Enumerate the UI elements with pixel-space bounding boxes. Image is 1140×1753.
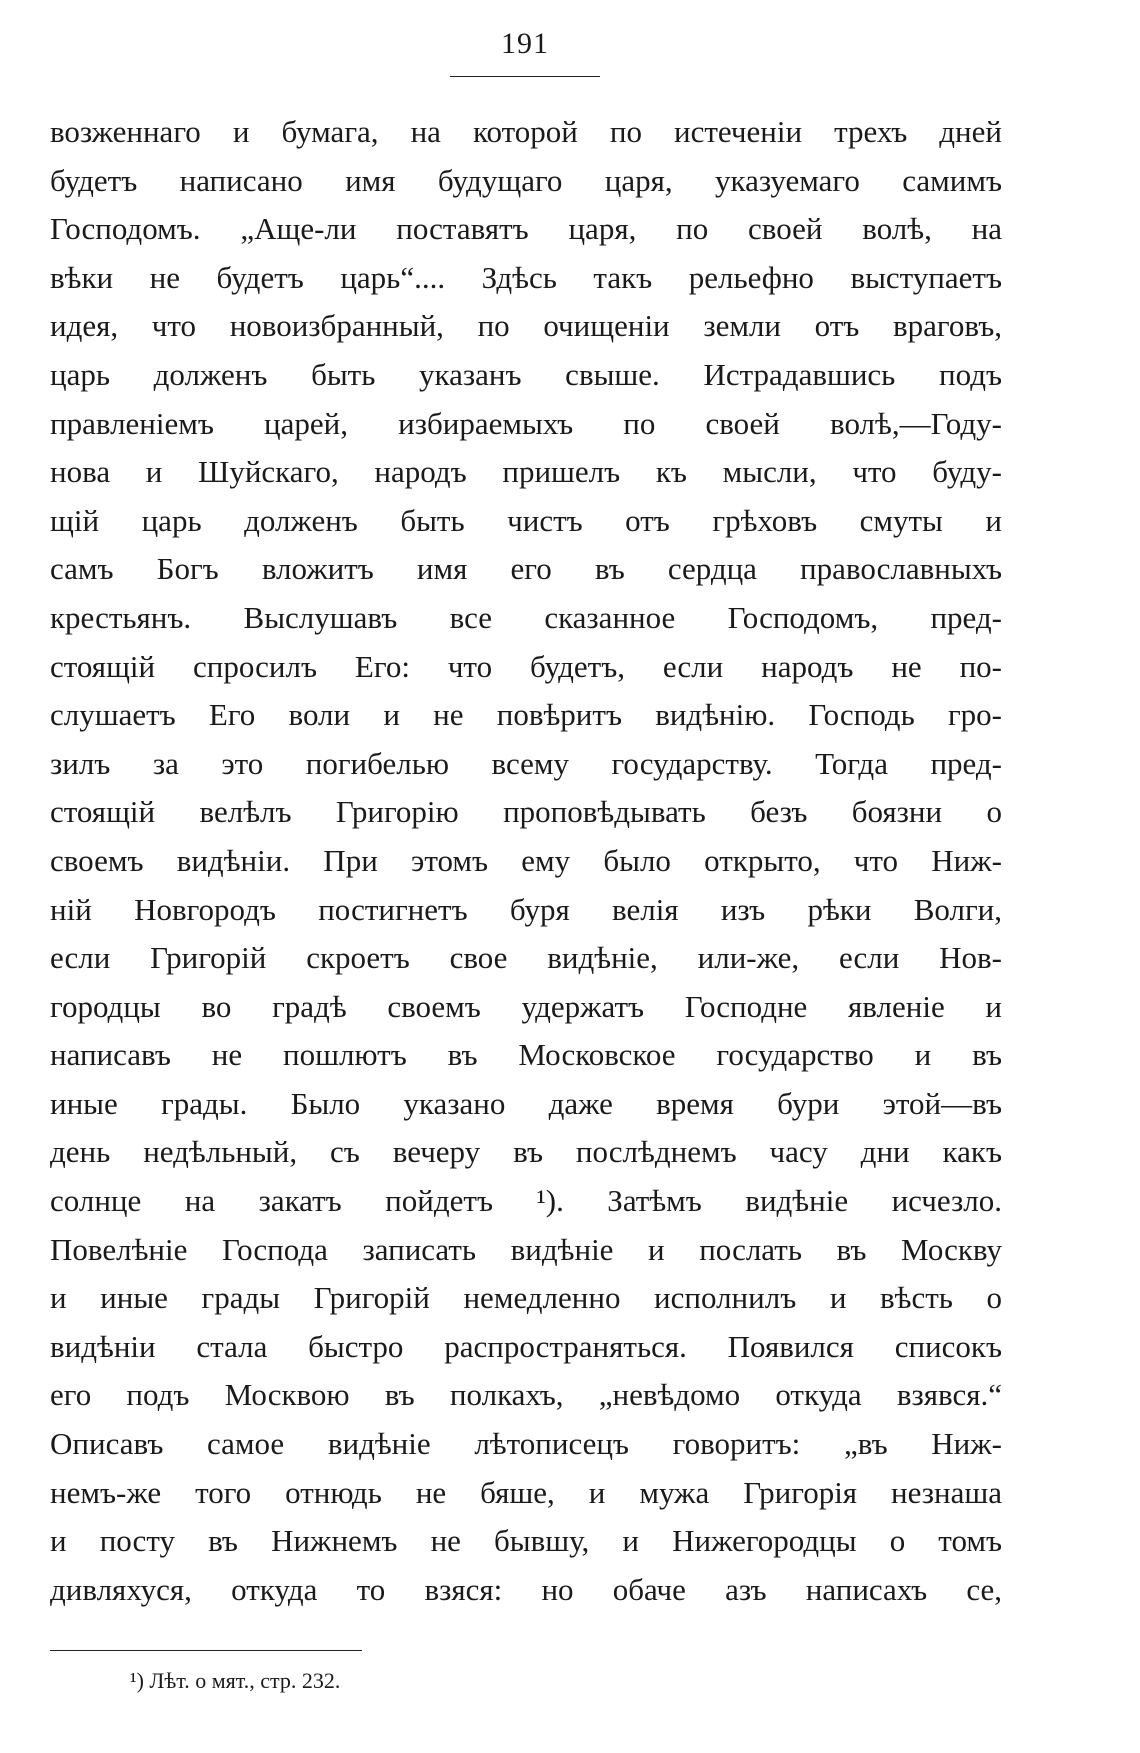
text-line: день недѣльный, съ вечеру въ послѣднемъ часу дни какъ bbox=[50, 1134, 1002, 1170]
text-line: нова и Шуйскаго, народъ пришелъ къ мысли, что буду- bbox=[50, 454, 1002, 490]
footnote-marker: ¹) bbox=[130, 1668, 144, 1693]
text-line: стоящій велѣлъ Григорію проповѣдывать безъ боязни о bbox=[50, 794, 1002, 830]
text-line: щій царь долженъ быть чистъ отъ грѣховъ смуты и bbox=[50, 502, 1002, 538]
text-line: немъ-же того отнюдь не бяше, и мужа Григорія незнаша bbox=[50, 1474, 1002, 1510]
text-line: правленіемъ царей, избираемыхъ по своей волѣ,—Году- bbox=[50, 405, 1002, 441]
text-line: написавъ не пошлютъ въ Московское государство и въ bbox=[50, 1037, 1002, 1073]
text-line: ній Новгородъ постигнетъ буря велія изъ рѣки Волги, bbox=[50, 891, 1002, 927]
text-line: солнце на закатъ пойдетъ ¹). Затѣмъ видѣніе исчезло. bbox=[50, 1183, 1002, 1219]
page-number: 191 bbox=[501, 27, 549, 60]
text-line: своемъ видѣніи. При этомъ ему было открыто, что Ниж- bbox=[50, 842, 1002, 878]
footnote-rule bbox=[50, 1650, 362, 1651]
text-line: идея, что новоизбранный, по очищеніи земли отъ враговъ, bbox=[50, 308, 1002, 344]
text-line: городцы во градѣ своемъ удержатъ Господне явленіе и bbox=[50, 988, 1002, 1024]
text-line: его подъ Москвою въ полкахъ, „невѣдомо откуда взявся.“ bbox=[50, 1377, 1002, 1413]
text-line: стоящій спросилъ Его: что будетъ, если народъ не по- bbox=[50, 648, 1002, 684]
text-line: Описавъ самое видѣніе лѣтописецъ говоритъ: „въ Ниж- bbox=[50, 1426, 1002, 1462]
text-line: Господомъ. „Аще-ли поставятъ царя, по своей волѣ, на bbox=[50, 211, 1002, 247]
text-line: будетъ написано имя будущаго царя, указуемаго самимъ bbox=[50, 162, 1002, 198]
text-line: крестьянъ. Выслушавъ все сказанное Господомъ, пред- bbox=[50, 599, 1002, 635]
text-line: и иные грады Григорій немедленно исполнилъ и вѣсть о bbox=[50, 1280, 1002, 1316]
footnote-text: Лѣт. о мят., стр. 232. bbox=[149, 1668, 341, 1693]
text-line: царь долженъ быть указанъ свыше. Истрадавшись подъ bbox=[50, 356, 1002, 392]
text-line: если Григорій скроетъ свое видѣніе, или-же, если Нов- bbox=[50, 940, 1002, 976]
text-line: видѣніи стала быстро распространяться. Появился списокъ bbox=[50, 1328, 1002, 1364]
text-line: иные грады. Было указано даже время бури этой—въ bbox=[50, 1085, 1002, 1121]
text-line: возженнаго и бумага, на которой по истеченіи трехъ дней bbox=[50, 114, 1002, 149]
text-line: зилъ за это погибелью всему государству. Тогда пред- bbox=[50, 745, 1002, 781]
text-line: Повелѣніе Господа записать видѣніе и послать въ Москву bbox=[50, 1231, 1002, 1267]
body-text bbox=[50, 108, 1002, 1614]
text-line: дивляхуся, откуда то взяся: но обаче азъ написахъ се, bbox=[50, 1571, 1002, 1607]
text-line: вѣки не будетъ царь“.... Здѣсь такъ рельефно выступаетъ bbox=[50, 259, 1002, 295]
text-line: и посту въ Нижнемъ не бывшу, и Нижегородцы о томъ bbox=[50, 1523, 1002, 1559]
text-line: слушаетъ Его воли и не повѣритъ видѣнію. Господь гро- bbox=[50, 697, 1002, 733]
page-number-rule bbox=[450, 76, 600, 77]
text-line: самъ Богъ вложитъ имя его въ сердца православныхъ bbox=[50, 551, 1002, 587]
footnote bbox=[130, 1668, 340, 1694]
